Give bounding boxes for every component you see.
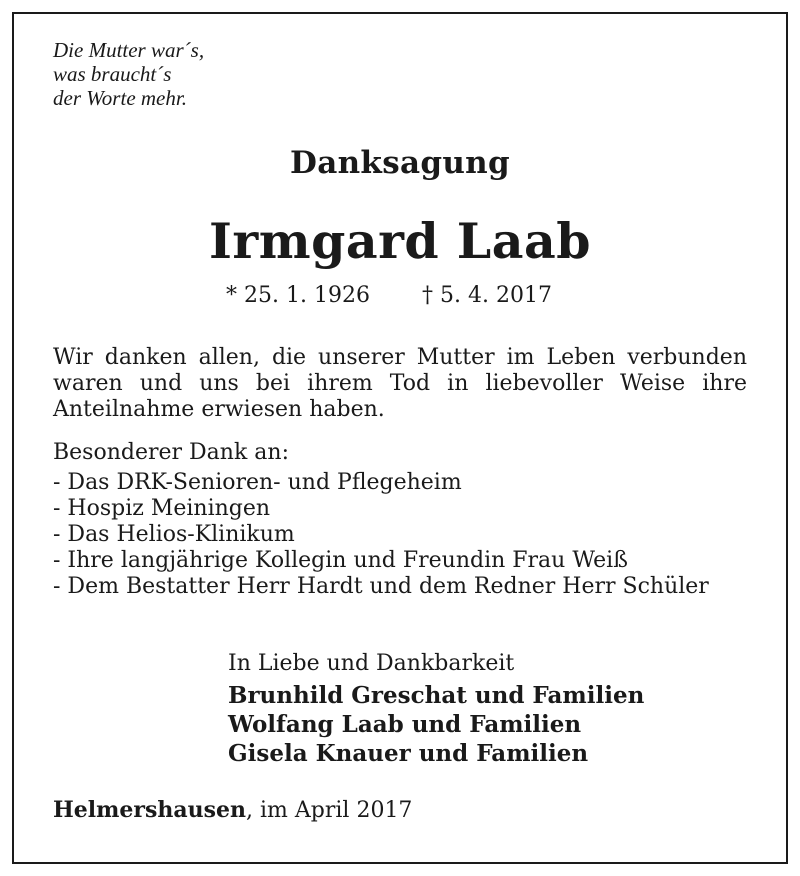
list-item: - Dem Bestatter Herr Hardt und dem Redner Herr Schüler	[53, 574, 709, 599]
signer: Brunhild Greschat und Familien	[228, 682, 645, 709]
signer: Gisela Knauer und Familien	[228, 740, 589, 767]
motto-line: was braucht´s	[53, 62, 172, 86]
list-item: - Ihre langjährige Kollegin und Freundin Frau Weiß	[53, 548, 628, 573]
list-item: - Hospiz Meiningen	[53, 496, 271, 521]
place-name: Helmershausen	[53, 797, 247, 823]
birth-date: * 25. 1. 1926	[226, 283, 370, 308]
motto-line: der Worte mehr.	[53, 86, 187, 110]
signer: Wolfang Laab und Familien	[228, 711, 582, 738]
signers-list	[228, 681, 644, 768]
death-date: † 5. 4. 2017	[422, 283, 552, 308]
list-item: - Das Helios-Klinikum	[53, 522, 295, 547]
motto-line: Die Mutter war´s,	[53, 38, 205, 62]
closing-phrase: In Liebe und Dankbarkeit	[228, 651, 515, 676]
special-thanks-list	[53, 470, 709, 600]
life-dates	[226, 282, 552, 310]
notice-date: , im April 2017	[246, 798, 413, 823]
place-and-date	[53, 796, 412, 825]
list-item: - Das DRK-Senioren- und Pflegeheim	[53, 470, 462, 495]
deceased-name: Irmgard Laab	[209, 212, 591, 270]
special-thanks-title: Besonderer Dank an:	[53, 440, 289, 465]
motto	[53, 38, 204, 110]
notice-heading: Danksagung	[290, 145, 510, 181]
thanks-paragraph: Wir danken allen, die unserer Mutter im Leben verbunden waren und uns bei ihrem Tod in liebevoller Weise ihre Anteilnahme erwiesen haben.	[53, 345, 747, 422]
